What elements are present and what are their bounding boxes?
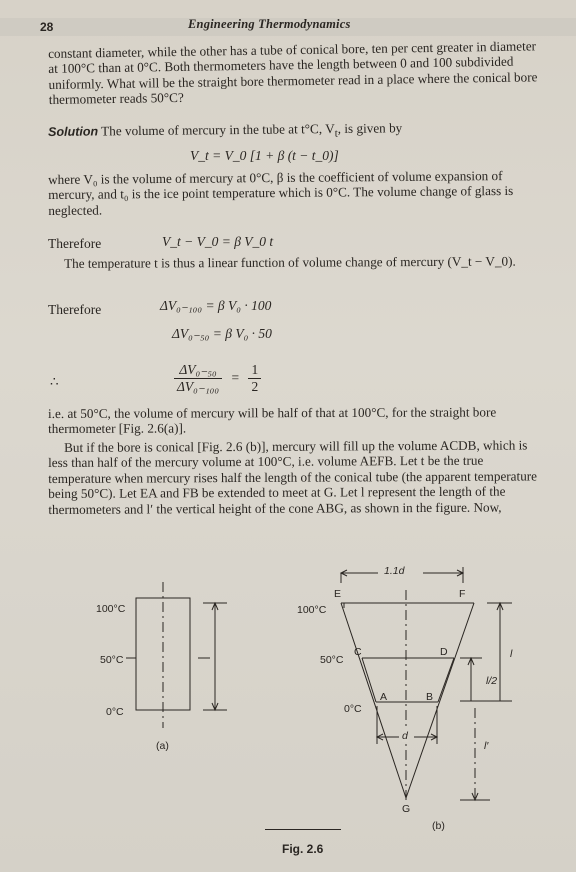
fig-b-point-f: F [459,588,466,600]
solution-text-end: , is given by [337,120,403,136]
therefore-label-2: Therefore [48,302,102,317]
therefore-label-1: Therefore [48,236,102,251]
caption-rule [265,829,341,830]
half-volume-text: i.e. at 50°C, the volume of mercury will be half of that at 100°C, for the straight bore thermometer [Fig. 2.6(a)]. [48,404,497,437]
fig-a-tube [136,598,190,710]
fig-b-dim-label: 1.1d [384,565,405,577]
solution-text: The volume of mercury in the tube at t°C, V [101,120,335,139]
solution-label: Solution [48,124,99,139]
fig-a-label-50: 50°C [100,654,124,666]
page-number: 28 [40,20,54,34]
fig-a-label-0: 0°C [106,706,124,718]
fig-b-point-e: E [334,588,342,600]
fig-b-label-l: l [510,648,513,660]
fig-b-point-g: G [402,803,411,815]
fig-b-db-edge [438,658,454,702]
eq4-rhs-numerator: 1 [248,362,261,379]
fig-b-label-100: 100°C [297,604,327,616]
equation-2: V_t − V_0 = β V_0 t [162,234,274,249]
linear-text: The temperature t is thus a linear function of volume change of mercury (V_t − V_0). [63,253,516,271]
fig-a-sublabel: (a) [156,740,169,752]
fig-b-point-b: B [426,691,434,703]
definitions-text: where V₀ is the volume of mercury at 0°C, β is the coefficient of volume expansion of mercury, and t₀ is the ice point temperature which is 0°C. The volume change of glass is neglected. [48,168,514,218]
eq4-denominator: ΔV₀₋₁₀₀ [177,379,220,394]
figure-caption: Fig. 2.6 [282,842,324,856]
fig-b-point-d: D [440,646,448,658]
fig-b-label-lhalf: l/2 [486,675,498,687]
running-head: Engineering Thermodynamics [188,17,351,31]
therefore-symbol: ∴ [50,374,59,389]
equation-1: V_t = V_0 [1 + β (t − t_0)] [190,148,339,163]
fig-b-cone-left-edge [341,603,406,798]
fig-b-label-0: 0°C [344,703,362,715]
fig-b-sublabel: (b) [432,820,445,832]
fig-a-label-100: 100°C [96,603,126,615]
fig-b-point-a: A [380,691,388,703]
solution-text-sub: t [334,127,338,140]
eq4-rhs-denominator: 2 [251,379,259,394]
fig-b-label-d: d [402,730,408,742]
fig-b-ca-edge [362,658,376,702]
eq4-numerator: ΔV₀₋₅₀ [174,362,222,379]
conical-text: But if the bore is conical [Fig. 2.6 (b)], mercury will fill up the volume ACDB, which is less than half of the mercury volume at 100°C, i.e. volume AEFB. Let t be the true temperature when mercury rises half the length of the conical tube (the apparent temperature being 50°C). Let EA and FB be extended to meet at G. Let l represent the length of the thermometers and l′ the vertical height of the cone ABG, as shown in the figure. Now, [48,437,538,517]
equation-3a: ΔV₀₋₁₀₀ = β V₀ · 100 [160,298,272,313]
equation-4: $\frac{\text{ΔV₀₋₅₀}}{\text{ΔV₀₋₁₀₀}}$ = $\frac{1}{2}$ [174,362,261,395]
fig-b-label-lprime: l′ [484,740,489,752]
problem-text: constant diameter, while the other has a tube of conical bore, ten per cent greater in diameter at 100°C than at 0°C. Both thermometers have the length between 0 and 100 subdivided uniformly. What will be the straight bore thermometer read in a place where the conical bore thermometer reads 50°C? [48,38,538,108]
fig-b-label-50: 50°C [320,654,344,666]
fig-b-point-c: C [354,646,362,658]
equation-3b: ΔV₀₋₅₀ = β V₀ · 50 [172,326,272,341]
